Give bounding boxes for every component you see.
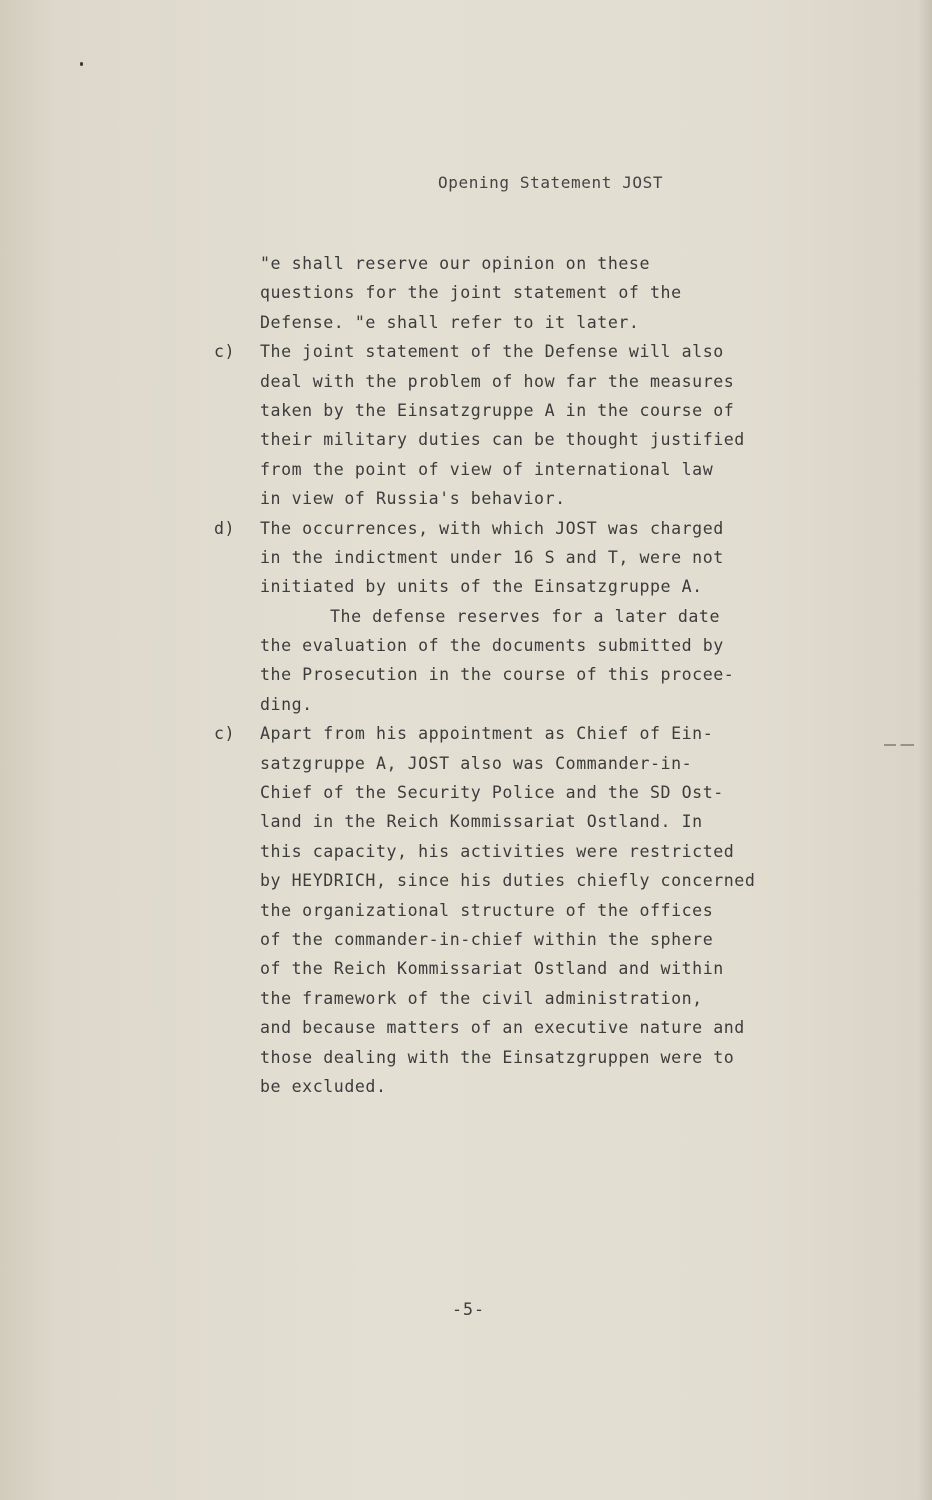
- line-text: The occurrences, with which JOST was charged: [260, 518, 724, 538]
- line-text: of the Reich Kommissariat Ostland and within: [260, 959, 724, 979]
- text-line: [214, 866, 834, 895]
- line-text: of the commander-in-chief within the sphere: [260, 929, 714, 949]
- item-marker: c): [214, 724, 236, 744]
- line-text: "e shall reserve our opinion on these: [260, 254, 650, 273]
- line-text: taken by the Einsatzgruppe A in the course of: [260, 400, 735, 420]
- text-line: [214, 749, 834, 778]
- page-title: Opening Statement JOST: [438, 173, 664, 192]
- line-text: in the indictment under 16 S and T, were not: [260, 547, 724, 567]
- text-line: [214, 778, 834, 807]
- line-text: the framework of the civil administration,: [260, 988, 703, 1008]
- text-line: [214, 455, 834, 484]
- text-line: [214, 1013, 834, 1042]
- text-line: [214, 925, 834, 954]
- line-text: and because matters of an executive nature and: [260, 1018, 745, 1038]
- text-line: [214, 984, 834, 1013]
- line-text: Chief of the Security Police and the SD Ost-: [260, 783, 724, 803]
- text-line: [214, 572, 834, 601]
- line-text: the evaluation of the documents submitted by: [260, 636, 724, 656]
- line-text: deal with the problem of how far the measures: [260, 371, 735, 391]
- page-number: -5-: [452, 1300, 485, 1319]
- line-text: those dealing with the Einsatzgruppen were to: [260, 1047, 735, 1067]
- text-line: [214, 337, 834, 366]
- text-line: [214, 896, 834, 925]
- text-line: [214, 1043, 834, 1072]
- text-line: [214, 425, 834, 454]
- line-text: satzgruppe A, JOST also was Commander-in-: [260, 753, 693, 773]
- text-line: [214, 1072, 834, 1101]
- line-text: Apart from his appointment as Chief of Ein-: [260, 724, 714, 744]
- line-text: the Prosecution in the course of this procee-: [260, 665, 735, 685]
- text-line: [214, 514, 834, 543]
- item-marker: c): [214, 342, 236, 362]
- text-line: [214, 660, 834, 689]
- line-text: The defense reserves for a later date: [330, 606, 720, 626]
- line-text: their military duties can be thought justified: [260, 430, 745, 450]
- item-marker: d): [214, 518, 236, 538]
- line-text: in view of Russia's behavior.: [260, 489, 566, 509]
- text-line: [214, 543, 834, 572]
- text-line: [214, 396, 834, 425]
- line-text: questions for the joint statement of the: [260, 283, 682, 303]
- text-line: [214, 602, 834, 631]
- line-text: land in the Reich Kommissariat Ostland. In: [260, 812, 703, 832]
- text-line: [214, 631, 834, 660]
- line-text: ding.: [260, 694, 313, 714]
- text-line: [214, 719, 834, 748]
- margin-mark: [884, 744, 914, 746]
- text-line: [214, 837, 834, 866]
- body-text: [214, 249, 834, 1101]
- text-line: [214, 807, 834, 836]
- line-text: Defense. "e shall refer to it later.: [260, 312, 640, 332]
- page-edge-shadow: [918, 0, 932, 1500]
- line-text: by HEYDRICH, since his duties chiefly concerned: [260, 871, 756, 891]
- text-line: [214, 367, 834, 396]
- text-line: [214, 954, 834, 983]
- text-line: [214, 484, 834, 513]
- line-text: The joint statement of the Defense will also: [260, 342, 724, 362]
- text-line: [214, 308, 834, 337]
- text-line: [214, 690, 834, 719]
- line-text: initiated by units of the Einsatzgruppe A.: [260, 577, 703, 597]
- text-line: [214, 278, 834, 307]
- text-line: [214, 249, 834, 278]
- ink-speck: [80, 62, 83, 66]
- line-text: be excluded.: [260, 1076, 387, 1096]
- line-text: this capacity, his activities were restricted: [260, 841, 735, 861]
- line-text: from the point of view of international law: [260, 459, 714, 479]
- line-text: the organizational structure of the offices: [260, 900, 714, 920]
